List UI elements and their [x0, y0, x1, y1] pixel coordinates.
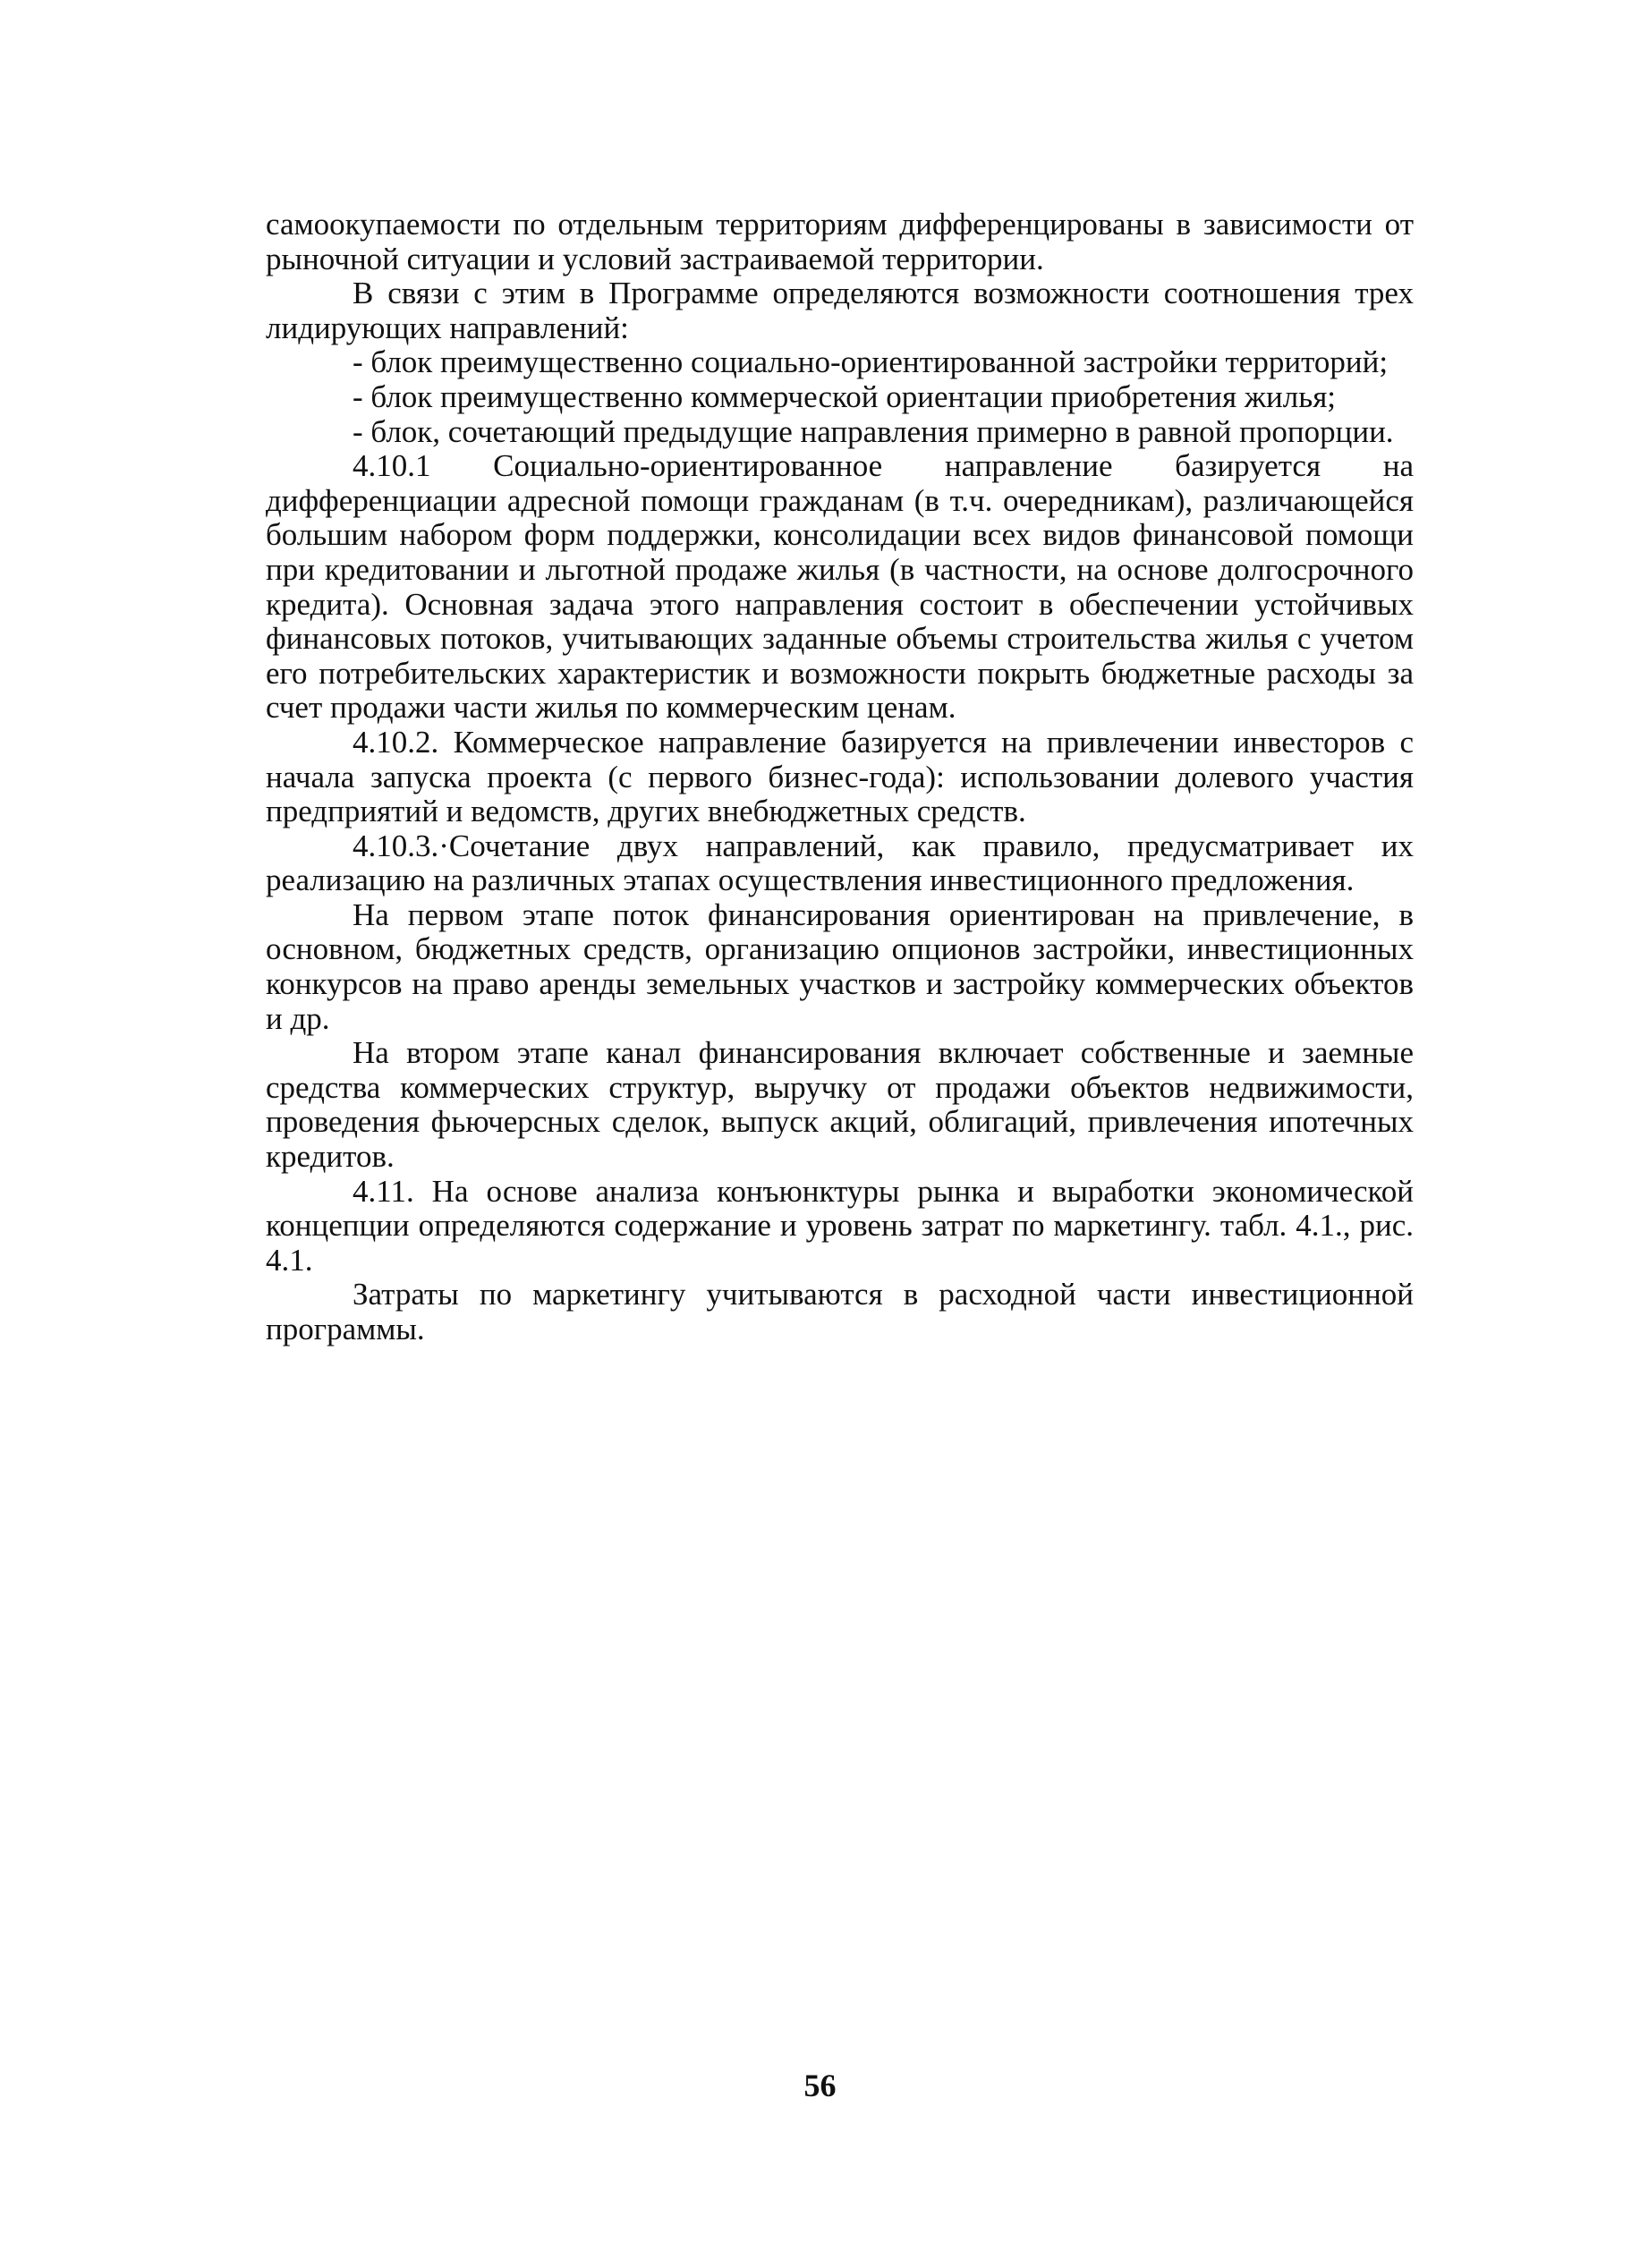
section-4-10-2: 4.10.2. Коммерческое направление базируется на привлечении инвесторов с начала запуска проекта (с первого бизнес-года): использовании долевого участия предприятий и ведомств, других внебюджетных средств.: [266, 724, 1414, 829]
section-4-10-1: 4.10.1 Социально-ориентированное направление базируется на дифференциации адресной помощи гражданам (в т.ч. очередникам), различающейся большим набором форм поддержки, консолидации всех видов финансовой помощи при кредитовании и льготной продаже жилья (в частности, на основе долгосрочного кредита). Основная задача этого направления состоит в обеспечении устойчивых финансовых потоков, учитывающих заданные объемы строительства жилья с учетом его потребительских характеристик и возможности покрыть бюджетные расходы за счет продажи части жилья по коммерческим ценам.: [266, 448, 1414, 726]
list-item: - блок, сочетающий предыдущие направления примерно в равной пропорции.: [353, 413, 1394, 449]
list-item: - блок преимущественно коммерческой ориентации приобретения жилья;: [353, 378, 1337, 414]
paragraph: На втором этапе канал финансирования включает собственные и заемные средства коммерческих структур, выручку от продажи объектов недвижимости, проведения фьючерсных сделок, выпуск акций, облигаций, привлечения ипотечных кредитов.: [266, 1035, 1414, 1175]
page-number: 56: [803, 2068, 837, 2103]
paragraph: В связи с этим в Программе определяются возможности соотношения трех лидирующих направлений:: [266, 276, 1414, 345]
paragraph: На первом этапе поток финансирования ориентирован на привлечение, в основном, бюджетных средств, организацию опционов застройки, инвестиционных конкурсов на право аренды земельных участков и застройку коммерческих объектов и др.: [266, 896, 1414, 1036]
paragraph: Затраты по маркетингу учитываются в расходной части инвестиционной программы.: [266, 1277, 1414, 1346]
section-4-10-3: 4.10.3.·Сочетание двух направлений, как правило, предусматривает их реализацию на различных этапах осуществления инвестиционного предложения.: [266, 828, 1414, 898]
section-4-11: 4.11. На основе анализа конъюнктуры рынка и выработки экономической концепции определяются содержание и уровень затрат по маркетингу. табл. 4.1., рис. 4.1.: [266, 1173, 1414, 1278]
list-item: - блок преимущественно социально-ориентированной застройки территорий;: [353, 344, 1389, 380]
body-text: [266, 208, 1414, 1347]
paragraph: самоокупаемости по отдельным территориям дифференцированы в зависимости от рыночной ситуации и условий застраиваемой территории.: [266, 207, 1414, 276]
